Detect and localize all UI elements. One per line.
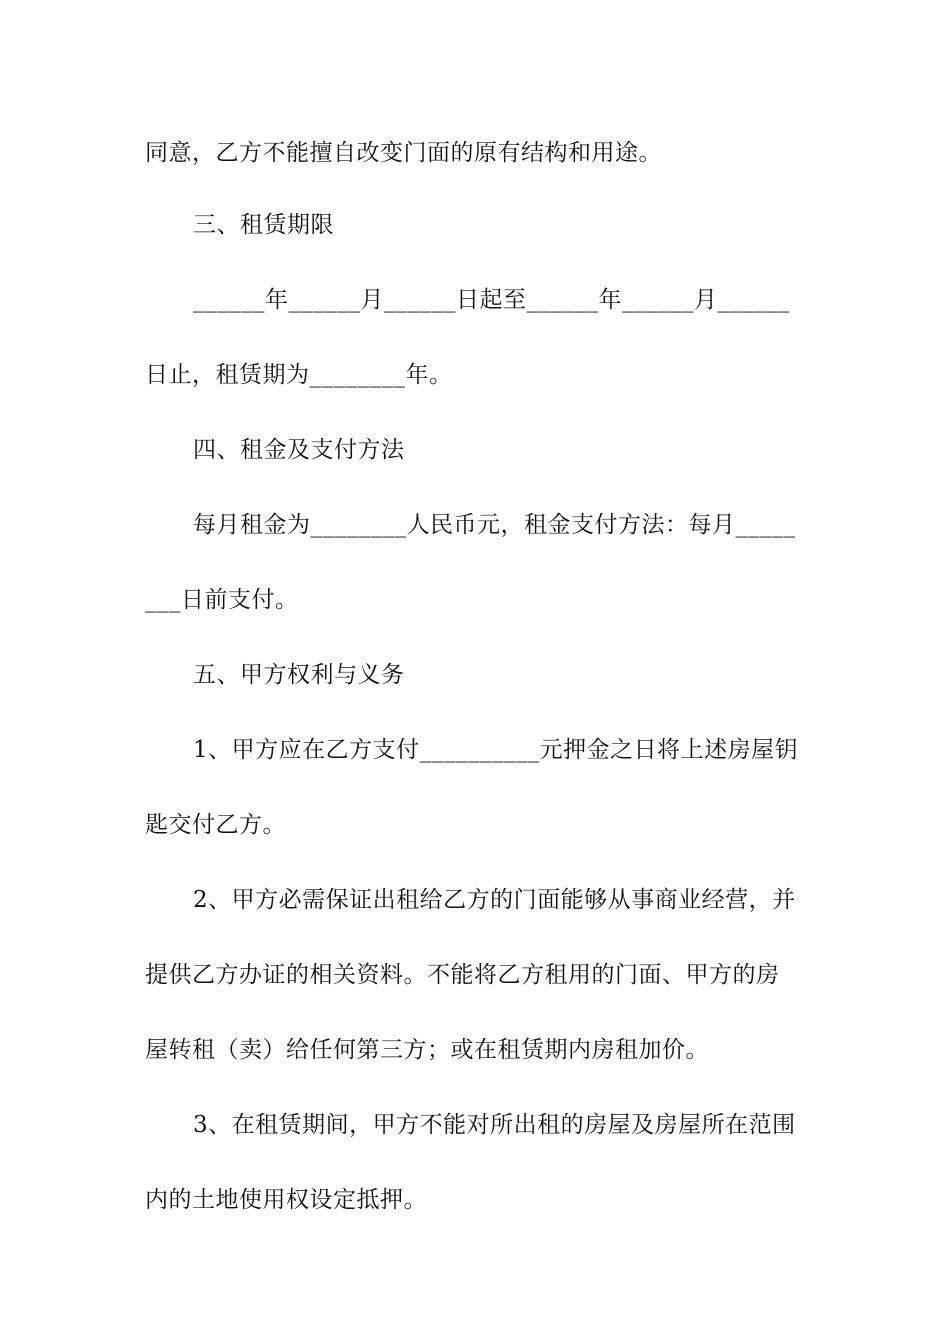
section-heading-party-a-rights: 五、甲方权利与义务 bbox=[193, 662, 405, 688]
paragraph-line: 屋转租（卖）给任何第三方；或在租赁期内房租加价。 bbox=[145, 1037, 709, 1063]
paragraph-line: 内的土地使用权设定抵押。 bbox=[145, 1187, 427, 1213]
paragraph-line: 3、在租赁期间，甲方不能对所出租的房屋及房屋所在范围 bbox=[193, 1112, 796, 1138]
paragraph-line: 2、甲方必需保证出租给乙方的门面能够从事商业经营，并 bbox=[193, 887, 796, 913]
paragraph-line: ______年______月______日起至______年______月______ bbox=[193, 287, 790, 313]
paragraph-line: 日止，租赁期为________年。 bbox=[145, 362, 453, 388]
section-heading-rent-payment: 四、租金及支付方法 bbox=[193, 437, 405, 463]
paragraph-line: ___日前支付。 bbox=[145, 587, 299, 613]
paragraph-line: 每月租金为________人民币元，租金支付方法：每月_____ bbox=[193, 512, 796, 538]
paragraph-line: 匙交付乙方。 bbox=[145, 812, 286, 838]
paragraph-line: 1、甲方应在乙方支付__________元押金之日将上述房屋钥 bbox=[193, 737, 799, 763]
paragraph-line: 同意，乙方不能擅自改变门面的原有结构和用途。 bbox=[145, 140, 662, 166]
section-heading-lease-term: 三、租赁期限 bbox=[193, 212, 334, 238]
paragraph-line: 提供乙方办证的相关资料。不能将乙方租用的门面、甲方的房 bbox=[145, 962, 780, 988]
